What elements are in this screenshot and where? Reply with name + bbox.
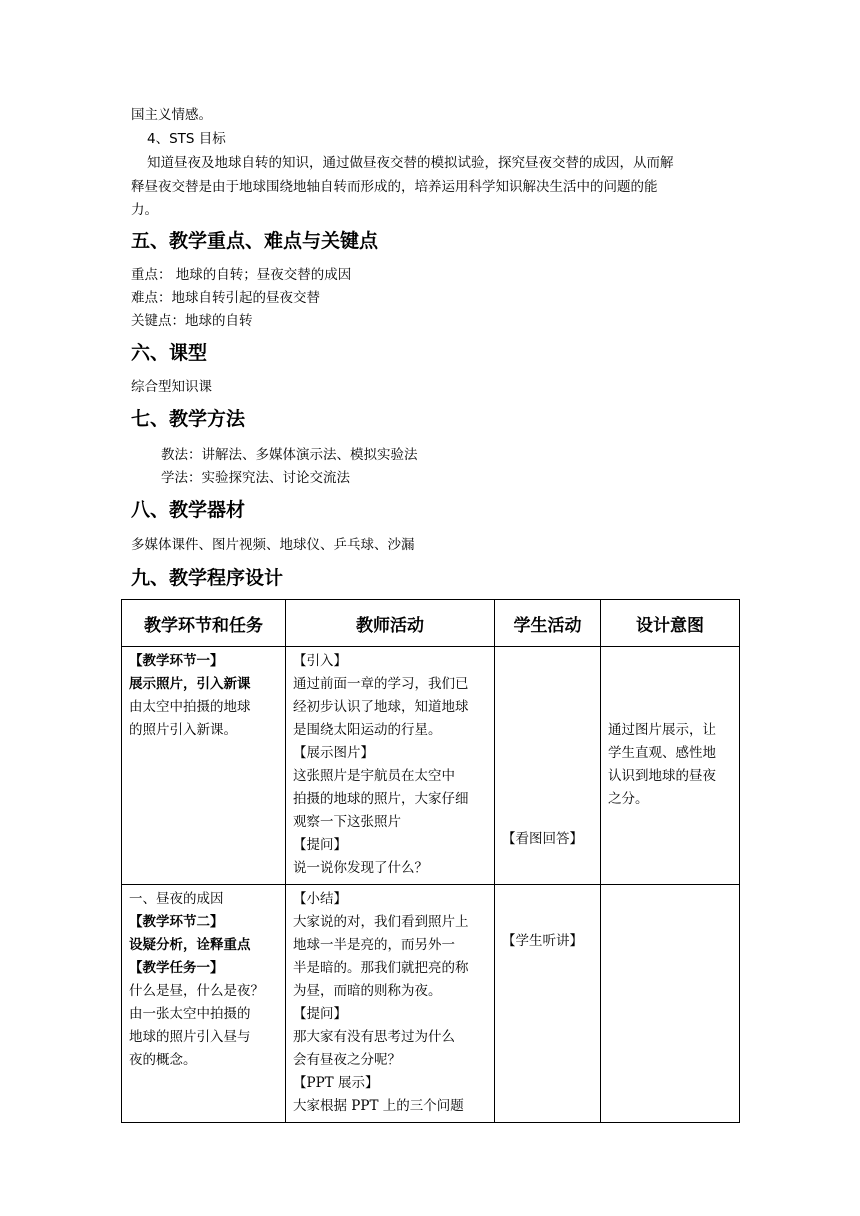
teacher-tag: 【小结】 <box>293 891 347 907</box>
table-row <box>122 647 740 885</box>
teacher-text: 观察一下这张照片 <box>293 814 401 830</box>
teacher-text: 经初步认识了地球，知道地球 <box>293 699 469 715</box>
stage-text: 什么是昼，什么是夜？ <box>129 983 264 999</box>
intent-text <box>601 885 739 892</box>
teacher-text: 是围绕太阳运动的行星。 <box>293 722 442 738</box>
stage-text: 地球的照片引入昼与 <box>129 1029 251 1045</box>
program-design-table <box>121 599 740 1123</box>
header-stage: 教学环节和任务 <box>122 600 286 647</box>
stage-text: 由一张太空中拍摄的 <box>129 1006 251 1022</box>
intent-text: 学生直观、感性地 <box>608 745 716 761</box>
table-row <box>122 885 740 1123</box>
section-9-heading: 九、教学程序设计 <box>131 567 284 589</box>
continuation-text: 国主义情感。 <box>131 107 212 123</box>
teacher-cell <box>286 885 495 1123</box>
stage-text: 由太空中拍摄的地球 <box>129 699 251 715</box>
lesson-type: 综合型知识课 <box>131 379 212 395</box>
critical-point: 关键点：地球的自转 <box>131 313 253 329</box>
intent-text: 通过图片展示，让 <box>608 722 716 738</box>
teacher-cell <box>286 647 495 885</box>
teacher-text: 这张照片是宇航员在太空中 <box>293 768 455 784</box>
stage-title: 设疑分析，诠释重点 <box>129 937 251 953</box>
stage-text: 一、昼夜的成因 <box>129 891 224 907</box>
intent-cell <box>601 885 740 1123</box>
task-label: 【教学任务一】 <box>129 960 224 976</box>
teacher-text: 拍摄的地球的照片，大家仔细 <box>293 791 469 807</box>
teacher-text: 大家根据 PPT 上的三个问题 <box>293 1098 464 1114</box>
student-activity: 【看图回答】 <box>502 831 583 847</box>
student-cell <box>495 647 601 885</box>
section-6-heading: 六、课型 <box>131 342 208 364</box>
teacher-text: 通过前面一章的学习，我们已 <box>293 676 469 692</box>
sts-line-1: 知道昼夜及地球自转的知识，通过做昼夜交替的模拟试验，探究昼夜交替的成因，从而解 <box>147 155 674 171</box>
stage-text: 的照片引入新课。 <box>129 722 237 738</box>
teacher-text: 那大家有没有思考过为什么 <box>293 1029 455 1045</box>
teacher-tag: 【展示图片】 <box>293 745 374 761</box>
teacher-text: 为昼，而暗的则称为夜。 <box>293 983 442 999</box>
sts-heading: 4、STS 目标 <box>147 131 226 147</box>
teacher-tag: 【提问】 <box>293 1006 347 1022</box>
sts-line-2: 释昼夜交替是由于地球围绕地轴自转而形成的，培养运用科学知识解决生活中的问题的能 <box>131 179 658 195</box>
stage-cell <box>122 885 286 1123</box>
header-teacher: 教师活动 <box>286 600 495 647</box>
equipment-list: 多媒体课件、图片视频、地球仪、乒乓球、沙漏 <box>131 537 415 553</box>
section-5-heading: 五、教学重点、难点与关键点 <box>131 230 379 252</box>
table-header-row <box>122 600 740 647</box>
intent-text: 认识到地球的昼夜 <box>608 768 716 784</box>
stage-title: 展示照片，引入新课 <box>129 676 251 692</box>
section-7-heading: 七、教学方法 <box>131 408 246 430</box>
intent-cell <box>601 647 740 885</box>
stage-label: 【教学环节一】 <box>129 653 224 669</box>
stage-cell <box>122 647 286 885</box>
teaching-method: 教法：讲解法、多媒体演示法、模拟实验法 <box>161 447 418 463</box>
intent-text: 之分。 <box>608 791 649 807</box>
header-student: 学生活动 <box>495 600 601 647</box>
learning-method: 学法：实验探究法、讨论交流法 <box>161 470 350 486</box>
sts-line-3: 力。 <box>131 202 158 218</box>
header-intent: 设计意图 <box>601 600 740 647</box>
student-cell <box>495 885 601 1123</box>
stage-text: 夜的概念。 <box>129 1052 197 1068</box>
stage-label: 【教学环节二】 <box>129 914 224 930</box>
student-activity: 【学生听讲】 <box>502 933 583 949</box>
difficult-point: 难点：地球自转引起的昼夜交替 <box>131 290 320 306</box>
teacher-text: 会有昼夜之分呢？ <box>293 1052 401 1068</box>
teacher-tag: 【引入】 <box>293 653 347 669</box>
teacher-text: 大家说的对，我们看到照片上 <box>293 914 469 930</box>
teacher-text: 半是暗的。那我们就把亮的称 <box>293 960 469 976</box>
key-point: 重点： 地球的自转；昼夜交替的成因 <box>131 267 352 283</box>
teacher-text: 地球一半是亮的，而另外一 <box>293 937 455 953</box>
section-8-heading: 八、教学器材 <box>131 499 246 521</box>
teacher-tag: 【PPT 展示】 <box>293 1075 379 1091</box>
teacher-tag: 【提问】 <box>293 837 347 853</box>
teacher-text: 说一说你发现了什么？ <box>293 860 428 876</box>
